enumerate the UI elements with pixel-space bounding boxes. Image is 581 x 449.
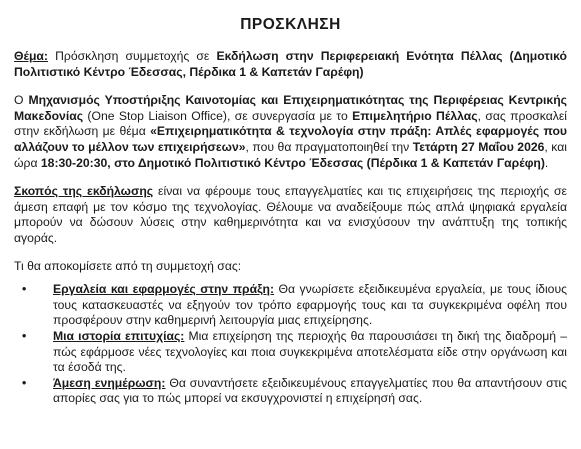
- intro-text-5: , και ώρα: [14, 139, 567, 170]
- benefit-item: [14, 329, 567, 376]
- subject-label: Θέμα:: [14, 49, 48, 63]
- benefits-list: [14, 282, 567, 407]
- intro-text-6: .: [544, 155, 549, 170]
- subject-paragraph: [14, 49, 567, 80]
- intro-text-2: (One Stop Liaison Office), σε συνεργασία με το: [83, 108, 353, 123]
- benefit-text: Μια επιχείρηση της περιοχής θα παρουσιάσει τη δική της διαδρομή – πώς εφάρμοσε νέες τεχνολογίες και ποια συγκεκριμένα αποτελέσματα είδε στην οργάνωση και τα έσοδά της.: [53, 328, 567, 375]
- partner-name: Επιμελητήριο Πέλλας: [352, 108, 478, 123]
- benefits-intro: Τι θα αποκομίσετε από τη συμμετοχή σας:: [14, 258, 242, 273]
- bullet-icon: •: [22, 375, 27, 390]
- intro-text-1: Ο: [14, 93, 29, 108]
- benefit-text: Θα γνωρίσετε εξειδικευμένα εργαλεία, με τους ίδιους τους κατασκευαστές να εξηγούν τον τρόπο εφαρμογής τους και τα συγκεκριμένα οφέλη που προσφέρουν στην καθημερινή λειτουργία μιας επιχείρησης.: [53, 282, 567, 328]
- benefit-item: [14, 282, 567, 329]
- subject-text: Πρόσκληση συμμετοχής σε: [48, 49, 217, 63]
- purpose-paragraph: [14, 184, 567, 246]
- event-time-venue: 18:30-20:30, στο Δημοτικό Πολιτιστικό Κέντρο Έδεσσας (Πέρδικα 1 & Καπετάν Γαρέφη): [40, 155, 545, 170]
- document-title: ΠΡΟΣΚΛΗΣΗ: [240, 16, 341, 33]
- purpose-label: Σκοπός της εκδήλωσης: [14, 184, 154, 199]
- bullet-icon: •: [22, 282, 27, 297]
- intro-text-4: , που θα πραγματοποιηθεί την: [245, 139, 413, 154]
- event-topic: «Επιχειρηματικότητα & τεχνολογία στην πράξη: Απλές εφαρμογές που αλλάζουν το μέλλον των επιχειρήσεων»: [14, 124, 568, 154]
- intro-paragraph: [14, 93, 567, 171]
- benefit-title: Μια ιστορία επιτυχίας:: [53, 328, 185, 343]
- intro-text-3: , σας προσκαλεί στην εκδήλωση με θέμα: [14, 108, 567, 139]
- subject-event: Εκδήλωση στην Περιφερειακή Ενότητα Πέλλας (Δημοτικό Πολιτιστικό Κέντρο Έδεσσας, Πέρδικα 1 & Καπετάν Γαρέφη): [14, 49, 567, 79]
- benefit-title: Εργαλεία και εφαρμογές στην πράξη:: [53, 282, 274, 297]
- organizer-name: Μηχανισμός Υποστήριξης Καινοτομίας και Επιχειρηματικότητας της Περιφέρειας Κεντρικής Μακεδονίας: [14, 93, 567, 123]
- benefit-item: [14, 376, 567, 407]
- benefit-text: Θα συναντήσετε εξειδικευμένους επαγγελματίες που θα απαντήσουν στις απορίες σας για το πώς μπορεί να εκσυγχρονιστεί η επιχείρησή σας.: [53, 375, 567, 406]
- benefit-title: Άμεση ενημέρωση:: [53, 375, 166, 390]
- event-date: Τετάρτη 27 Μαΐου 2026: [412, 139, 545, 154]
- bullet-icon: •: [22, 328, 27, 343]
- purpose-text: είναι να φέρουμε τους επαγγελματίες και τις επιχειρήσεις της περιοχής σε άμεση επαφή με τον κόσμο της τεχνολογίας. Θέλουμε να αναδείξουμε πώς απλά ψηφιακά εργαλεία μπορούν να δώσουν λύσεις στην καθημερινότητα και να ενισχύσουν την ανάπτυξη της τοπικής αγοράς.: [14, 184, 567, 245]
